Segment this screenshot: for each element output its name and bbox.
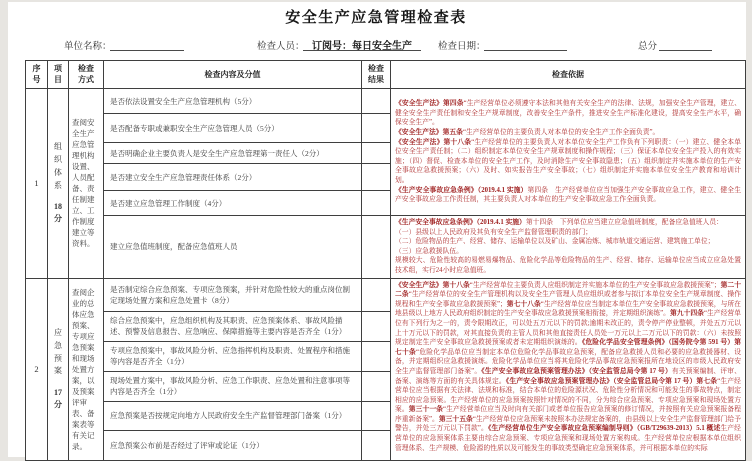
header-content: 检查内容及分值 [104,61,362,89]
header-basis: 检查依据 [391,61,746,89]
item-name: 组织体系 [54,142,62,190]
header-item: 项目 [48,61,69,89]
method-cell-2: 查阅企业的总体应急预案、专项应急预案和现场处置方案，以及预案评审表、备案表等有关记录。 [69,278,104,460]
unit-name-label: 单位名称： [64,42,112,52]
header-seq: 序号 [26,61,48,89]
result-cell [362,278,391,311]
inspector-value: 订阅号：每日安全生产 [303,37,421,51]
result-cell [362,216,391,279]
total-score-blank [659,38,712,51]
header-result: 检查结果 [362,61,391,89]
item-score: 17分 [54,388,62,410]
seq-cell-2: 2 [26,278,48,460]
result-cell [362,371,391,401]
basis-cell: 《安全生产法》第四条“生产经营单位必须遵守本法和其他有关安全生产的法律、法规，加强安全生产管理，建立、健全安全生产责任制和安全生产规章制度，改善安全生产条件，推进安全生产标准化建设，提高安全生产水平，确保安全生产”。 《安全生产法》第五条“生产经营单位的主要负责人对本单位的安全生产工作全面负责”。 《安全生产法》第十八条“生产经营单位的主要负责人对本单位安全生产工作负有下列职责：（一）建立、健全本单位安全生产责任制；（二）组织制定本单位安全生产规章制度和操作规程；（三）保证本单位安全生产投入的有效实施；（四）督促、检查本单位的安全生产工作，及时消除生产安全事故隐患；（五）组织制定并实施本单位的生产安全事故应急救援预案；（六）及时、如实报告生产安全事故；（七）组织制定并实施本单位安全生产教育和培训计划。 《生产安全事故应急条例》（2019.4.1 实施）第四条 生产经营单位应当加强生产安全事故应急工作，建立、健全生产安全事故应急工作责任制，其主要负责人对本单位的生产安全事故应急工作全面负责。 [391,89,746,216]
header-method: 检查方式 [69,61,104,89]
content-cell: 现场处置方案中，事故风险分析、应急工作职责、应急处置和注意事项等内容是否齐全（1分） [104,371,362,401]
result-cell [362,191,391,216]
result-cell [362,311,391,341]
content-cell: 是否依法设置安全生产应急管理机构（5分） [104,89,362,114]
inspection-table [25,60,746,461]
content-cell: 专项应急预案中，事故风险分析、应急指挥机构及职责、处置程序和措施等内容是否齐全（1分） [104,341,362,371]
basis-cell: 《安全生产法》第十八条“生产经营单位主要负责人应组织制定并实施本单位的生产安全事故应急救援预案”；第二十二条“生产经营单位的安全生产管理机构以及安全生产管理人员应组织或者参与拟订本单位安全生产规章制度、操作规程和生产安全事故应急救援预案”；第七十八条“生产经营单位应当制定本单位生产安全事故应急救援预案，与所在地县级以上地方人民政府组织制定的生产安全事故应急救援预案相衔接，并定期组织演练”。第九十四条“生产经营单位有下列行为之一的，责令限期改正，可以处五万元以下的罚款;逾期未改正的，责令停产停业整顿，并处五万元以上十万元以下的罚款，对其直接负责的主管人员和其他直接责任人员处一万元以上二万元以下的罚款：（六）未按照规定制定生产安全事故应急救援预案或者未定期组织演练的。《危险化学品安全管理条例》（国务院令第 591 号）第七十条“危险化学品单位应当制定本单位危险化学品事故应急预案，配备应急救援人员和必要的应急救援器材、设备，并定期组织应急救援演练。危险化学品单位应当将其危险化学品事故应急预案报所在地设区的市级人民政府安全生产监督管理部门备案”。《生产安全事故应急预案管理办法》（安全监管总局令第 17 号）有关预案编制、评审、备案、演练等方面的有关具体规定。《生产安全事故应急预案管理办法》（安全监管总局令第 17 号）第七条“生产经营单位应当根据有关法律、法规和标准，结合本单位的危险源状况、危险性分析情况和可能发生的事故特点，制定相应的应急预案。生产经营单位的应急预案按照针对情况的不同，分为综合应急预案、专项应急预案和现场处置方案。第三十一条“生产经营单位应当及时向有关部门或者单位报告应急预案的修订情况，并按照有关应急预案报备程序重新备案”。第三十五条“生产经营单位应急预案未按照本办法规定备案的，由县级以上安全生产监督管理部门给予警告，并处三万元以下罚款”。《生产经营单位生产安全事故应急预案编制导则》（GB/T29639-2013）5.1 概述生产经营单位的应急预案体系主要由综合应急预案、专项应急预案和现场处置方案构成。生产经营单位应根据本单位组织管理体系、生产规模、危险源的性质以及可能发生的事故类型确定应急预案体系，并可根据本单位的实际 [391,278,746,460]
seq-cell-1: 1 [26,89,48,279]
inspector-label: 检查人员： [257,42,305,52]
content-cell: 应急预案公布前是否经过了评审或论证（1分） [104,430,362,460]
result-cell [362,401,391,430]
item-score: 18分 [54,202,62,224]
content-cell: 是否配备专职或兼职安全生产应急管理人员（5分） [104,114,362,143]
result-cell [362,89,391,114]
result-cell [362,164,391,191]
result-cell [362,114,391,143]
item-cell-2 [48,278,69,460]
unit-name-blank [110,38,184,51]
total-score-label: 总分 [638,42,658,52]
result-cell [362,341,391,371]
item-name: 应急预案 [54,327,62,376]
content-cell: 是否建立应急管理工作制度（4分） [104,191,362,216]
content-cell: 是否建立安全生产应急管理责任体系（2分） [104,164,362,191]
content-cell: 建立应急值班制度，配备应急值班人员 [104,216,362,279]
result-cell [362,430,391,460]
content-cell: 应急预案是否按规定向地方人民政府安全生产监督管理部门备案（1分） [104,401,362,430]
date-blank [484,38,567,51]
date-label: 检查日期： [438,42,486,52]
basis-cell: 《生产安全事故应急条例》（2019.4.1 实施）第十四条 下列单位应当建立应急值班制度，配备应急值班人员： （一）县级以上人民政府及其负有安全生产监督管理职责的部门； （二）危险物品的生产、经营、储存、运输单位以及矿山、金属冶炼、城市轨道交通运营、建筑施工单位； （三）应急救援队伍。 规模较大、危险性较高的易燃易爆物品、危险化学品等危险物品的生产、经营、储存、运输单位应当成立应急处置技术组，实行24小时应急值班。 [391,216,746,279]
item-cell-1 [48,89,69,279]
content-cell: 综合应急预案中，应急组织机构及其职责、应急预案体系、事故风险描述、预警及信息报告、应急响应、保障措施等主要内容是否齐全（1分） [104,311,362,341]
method-cell-1: 查阅安全生产应急管理机构设置、人员配备、责任制建立、工作制度建立等资料。 [69,89,104,279]
content-cell: 是否制定综合应急预案、专项应急预案，并针对危险性较大的重点岗位制定现场处置方案和应急处置卡（8分） [104,278,362,311]
info-bar [0,36,752,54]
content-cell: 是否明确企业主要负责人是安全生产应急管理第一责任人（2分） [104,143,362,164]
page-title: 安全生产应急管理检查表 [285,10,467,26]
result-cell [362,143,391,164]
